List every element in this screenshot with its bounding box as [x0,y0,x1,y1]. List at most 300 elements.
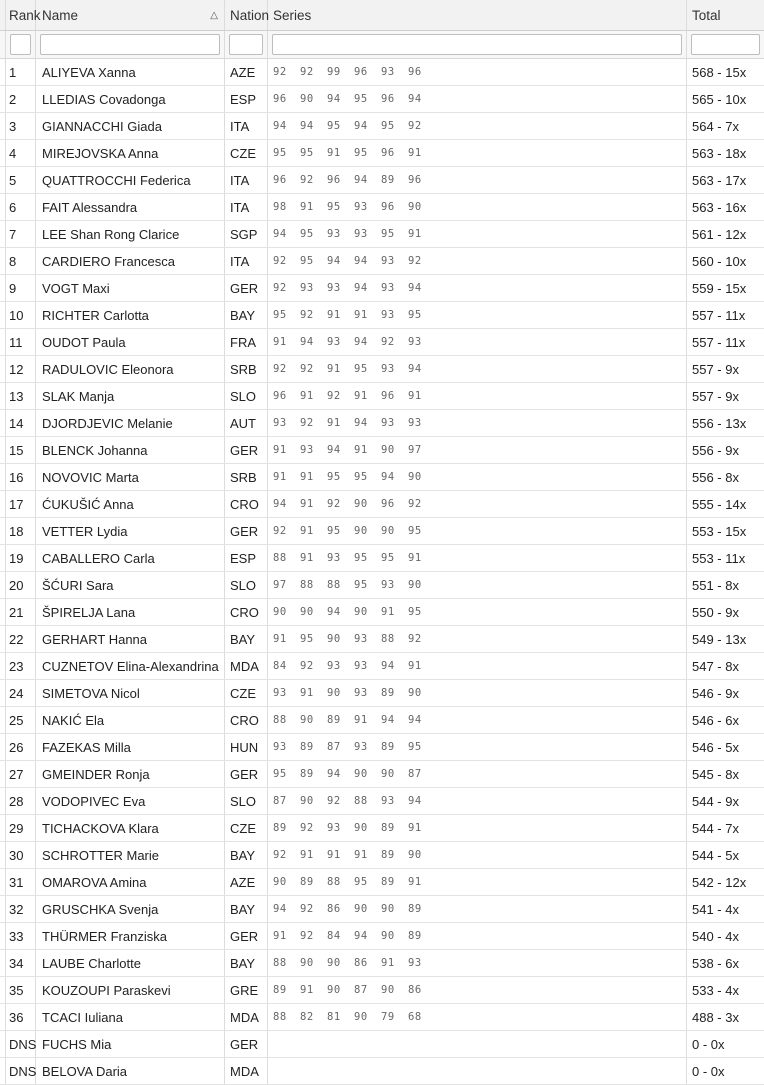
total-value: 565 - 10x [692,91,747,107]
nation-code: MDA [230,1063,259,1079]
series-cell [268,140,687,166]
name-cell [36,626,225,652]
series-value: 95 [327,120,341,132]
rank-cell [6,383,36,409]
series-value: 95 [408,741,422,753]
nation-cell [225,329,268,355]
filter-series-input[interactable] [272,34,682,55]
table-row[interactable] [0,599,764,626]
series-value: 90 [300,957,314,969]
nation-code: ITA [230,172,250,188]
nation-code: GER [230,442,259,458]
total-value: 544 - 5x [692,847,739,863]
rank-cell [6,842,36,868]
series-cell [268,977,687,1003]
nation-code: GRE [230,982,259,998]
athlete-name: LAUBE Charlotte [42,955,141,971]
nation-code: BAY [230,901,256,917]
series-value: 92 [273,363,287,375]
athlete-name: ŠPIRELJA Lana [42,604,136,620]
rank-value: 30 [9,847,24,863]
table-row[interactable] [0,1004,764,1031]
rank-value: 17 [9,496,24,512]
series-value: 91 [381,606,395,618]
rank-value: 23 [9,658,24,674]
rank-cell [6,491,36,517]
name-cell [36,572,225,598]
series-value: 91 [273,633,287,645]
series-value: 94 [273,120,287,132]
total-cell [687,788,764,814]
series-value: 88 [273,1011,287,1023]
table-row[interactable] [0,950,764,977]
series-cell [268,59,687,85]
rank-cell [6,653,36,679]
series-value: 96 [381,390,395,402]
series-value: 88 [273,714,287,726]
series-cell [268,572,687,598]
athlete-name: TCACI Iuliana [42,1009,123,1025]
series-value: 89 [273,984,287,996]
filter-rank-cell [6,31,36,58]
series-value: 88 [327,579,341,591]
series-value: 90 [300,606,314,618]
name-cell [36,113,225,139]
series-value: 90 [327,687,341,699]
series-value: 95 [408,606,422,618]
total-value: 559 - 15x [692,280,747,296]
series-value: 93 [381,66,395,78]
table-row[interactable] [0,572,764,599]
series-value: 90 [354,1011,368,1023]
name-cell [36,977,225,1003]
series-value: 87 [354,984,368,996]
series-value: 92 [273,849,287,861]
rank-cell [6,1004,36,1030]
nation-code: BAY [230,847,256,863]
nation-code: ESP [230,550,257,566]
nation-code: SGP [230,226,258,242]
nation-code: MDA [230,1009,259,1025]
athlete-name: NAKIĆ Ela [42,712,105,728]
series-value: 92 [300,930,314,942]
rank-cell [6,950,36,976]
nation-cell [225,383,268,409]
table-row[interactable] [0,86,764,113]
athlete-name: CABALLERO Carla [42,550,155,566]
nation-cell [225,869,268,895]
name-cell [36,383,225,409]
series-value: 94 [354,417,368,429]
series-cell [268,410,687,436]
table-row[interactable] [0,761,764,788]
athlete-name: TICHACKOVA Klara [42,820,159,836]
series-value: 95 [273,768,287,780]
total-value: 557 - 9x [692,388,739,404]
series-value: 93 [381,417,395,429]
table-row[interactable] [0,410,764,437]
series-value: 88 [381,633,395,645]
series-value: 91 [408,552,422,564]
nation-code: BAY [230,955,256,971]
nation-code: GER [230,928,259,944]
series-value: 89 [381,687,395,699]
filter-total-input[interactable] [691,34,760,55]
series-value: 93 [327,282,341,294]
triangle-up-icon[interactable]: △ [210,9,218,21]
series-value: 93 [354,201,368,213]
total-value: 563 - 18x [692,145,747,161]
series-value: 91 [408,876,422,888]
header-rank[interactable] [6,0,41,30]
athlete-name: LEE Shan Rong Clarice [42,226,180,242]
series-value: 93 [354,741,368,753]
athlete-name: VODOPIVEC Eva [42,793,146,809]
table-row[interactable] [0,113,764,140]
series-value: 94 [327,606,341,618]
table-row[interactable] [0,977,764,1004]
nation-cell [225,1031,268,1057]
athlete-name: GMEINDER Ronja [42,766,150,782]
table-row[interactable] [0,734,764,761]
table-row[interactable] [0,464,764,491]
series-value: 94 [354,282,368,294]
series-value: 92 [408,633,422,645]
total-cell [687,734,764,760]
series-cell [268,221,687,247]
total-cell [687,329,764,355]
header-row [0,0,764,31]
series-value: 88 [273,957,287,969]
rank-cell [6,572,36,598]
total-cell [687,680,764,706]
series-value: 95 [354,579,368,591]
header-series[interactable] [268,0,687,30]
athlete-name: ĆUKUŠIĆ Anna [42,496,134,512]
filter-rank-input[interactable] [10,34,31,55]
series-value: 94 [327,93,341,105]
nation-cell [225,275,268,301]
rank-cell [6,275,36,301]
series-value: 84 [327,930,341,942]
nation-cell [225,491,268,517]
rank-value: 31 [9,874,24,890]
nation-cell [225,356,268,382]
table-row[interactable] [0,1058,764,1085]
series-value: 92 [327,498,341,510]
total-value: 557 - 9x [692,361,739,377]
series-value: 90 [300,93,314,105]
series-value: 92 [273,66,287,78]
table-row[interactable] [0,275,764,302]
rank-value: 25 [9,712,24,728]
name-cell [36,599,225,625]
total-cell [687,437,764,463]
series-value: 90 [354,525,368,537]
series-value: 90 [273,876,287,888]
series-cell [268,815,687,841]
athlete-name: CUZNETOV Elina-Alexandrina [42,658,219,674]
nation-code: SLO [230,388,257,404]
rank-cell [6,680,36,706]
rank-value: 9 [9,280,17,296]
table-row[interactable] [0,626,764,653]
series-value: 93 [381,255,395,267]
table-row[interactable] [0,302,764,329]
table-row[interactable] [0,140,764,167]
table-row[interactable] [0,680,764,707]
total-cell [687,356,764,382]
nation-cell [225,464,268,490]
total-cell [687,545,764,571]
series-cell [268,788,687,814]
series-value: 96 [381,147,395,159]
series-value: 93 [408,957,422,969]
series-value: 91 [300,471,314,483]
rank-value: 4 [9,145,17,161]
series-cell [268,86,687,112]
series-cell [268,1004,687,1030]
rank-value: 29 [9,820,24,836]
total-cell [687,923,764,949]
athlete-name: ALIYEVA Xanna [42,64,136,80]
series-value: 89 [327,714,341,726]
series-value: 93 [327,552,341,564]
rank-cell [6,59,36,85]
athlete-name: QUATTROCCHI Federica [42,172,191,188]
table-row[interactable] [0,383,764,410]
series-value: 90 [354,903,368,915]
series-value: 99 [327,66,341,78]
total-value: 538 - 6x [692,955,739,971]
nation-cell [225,410,268,436]
series-value: 90 [381,903,395,915]
nation-cell [225,221,268,247]
filter-total-cell [687,31,764,58]
name-cell [36,1004,225,1030]
name-cell [36,842,225,868]
header-nation-label: Nation [230,7,270,23]
athlete-name: KOUZOUPI Paraskevi [42,982,171,998]
series-value: 94 [327,255,341,267]
series-value: 91 [408,822,422,834]
rank-value: 16 [9,469,24,485]
series-value: 88 [273,552,287,564]
rank-cell [6,707,36,733]
total-cell [687,410,764,436]
total-cell [687,1058,764,1084]
nation-code: BAY [230,307,256,323]
rank-value: 34 [9,955,24,971]
table-row[interactable] [0,923,764,950]
series-value: 88 [300,579,314,591]
total-value: 556 - 9x [692,442,739,458]
table-row[interactable] [0,59,764,86]
nation-cell [225,599,268,625]
series-value: 91 [327,849,341,861]
table-row[interactable] [0,869,764,896]
series-value: 91 [327,147,341,159]
rank-value: 27 [9,766,24,782]
series-value: 90 [273,606,287,618]
nation-code: ITA [230,253,250,269]
table-row[interactable] [0,491,764,518]
series-value: 95 [381,552,395,564]
series-value: 90 [408,687,422,699]
series-value: 94 [354,336,368,348]
rank-value: 20 [9,577,24,593]
series-value: 87 [408,768,422,780]
rank-cell [6,1058,36,1084]
series-value: 92 [381,336,395,348]
name-cell [36,734,225,760]
series-value: 90 [327,633,341,645]
nation-cell [225,545,268,571]
series-value: 96 [381,93,395,105]
series-value: 89 [300,768,314,780]
rank-value: 8 [9,253,17,269]
total-cell [687,1004,764,1030]
series-value: 93 [273,741,287,753]
series-value: 95 [354,876,368,888]
series-value: 92 [273,255,287,267]
series-value: 92 [300,417,314,429]
series-value: 87 [327,741,341,753]
rank-value: 28 [9,793,24,809]
table-row[interactable] [0,167,764,194]
series-value: 91 [300,525,314,537]
name-cell [36,275,225,301]
rank-cell [6,194,36,220]
series-cell [268,545,687,571]
table-row[interactable] [0,707,764,734]
nation-code: FRA [230,334,256,350]
header-name[interactable] [36,0,225,30]
table-row[interactable] [0,194,764,221]
series-value: 89 [381,174,395,186]
rank-cell [6,923,36,949]
nation-cell [225,950,268,976]
name-cell [36,59,225,85]
series-value: 91 [408,660,422,672]
header-nation[interactable] [225,0,268,30]
filter-row [0,31,764,59]
name-cell [36,1031,225,1057]
series-value: 94 [273,228,287,240]
total-value: 488 - 3x [692,1009,739,1025]
table-row[interactable] [0,1031,764,1058]
rank-cell [6,410,36,436]
rank-value: 36 [9,1009,24,1025]
series-value: 96 [327,174,341,186]
series-value: 90 [354,768,368,780]
series-value: 92 [300,363,314,375]
total-cell [687,221,764,247]
rank-value: 14 [9,415,24,431]
nation-code: ITA [230,118,250,134]
name-cell [36,329,225,355]
athlete-name: NOVOVIC Marta [42,469,139,485]
table-row[interactable] [0,329,764,356]
nation-cell [225,896,268,922]
series-value: 91 [408,228,422,240]
filter-nation-input[interactable] [229,34,263,55]
series-value: 92 [327,795,341,807]
athlete-name: FUCHS Mia [42,1036,112,1052]
table-row[interactable] [0,842,764,869]
table-row[interactable] [0,653,764,680]
rank-value: 11 [9,334,23,350]
series-value: 93 [327,228,341,240]
athlete-name: SCHROTTER Marie [42,847,160,863]
series-value: 90 [381,768,395,780]
series-value: 91 [300,849,314,861]
series-value: 97 [408,444,422,456]
total-cell [687,653,764,679]
series-cell [268,626,687,652]
series-value: 96 [408,174,422,186]
series-value: 68 [408,1011,422,1023]
series-value: 90 [381,525,395,537]
table-row[interactable] [0,815,764,842]
table-row[interactable] [0,788,764,815]
series-value: 91 [300,687,314,699]
series-value: 90 [408,849,422,861]
rank-cell [6,734,36,760]
rank-value: 1 [9,64,17,80]
nation-cell [225,923,268,949]
filter-name-input[interactable] [40,34,220,55]
series-value: 90 [381,930,395,942]
series-value: 89 [381,849,395,861]
table-row[interactable] [0,437,764,464]
series-value: 92 [273,282,287,294]
table-row[interactable] [0,221,764,248]
table-row[interactable] [0,518,764,545]
series-cell [268,896,687,922]
series-value: 94 [327,768,341,780]
name-cell [36,518,225,544]
athlete-name: SLAK Manja [42,388,115,404]
total-value: 546 - 5x [692,739,739,755]
total-value: 549 - 13x [692,631,747,647]
total-value: 555 - 14x [692,496,747,512]
header-name-label: Name [42,7,79,23]
series-value: 89 [408,903,422,915]
total-value: 540 - 4x [692,928,739,944]
rank-cell [6,815,36,841]
series-value: 93 [381,363,395,375]
series-value: 94 [273,498,287,510]
table-row[interactable] [0,356,764,383]
name-cell [36,545,225,571]
name-cell [36,1058,225,1084]
series-value: 94 [300,336,314,348]
rank-cell [6,869,36,895]
table-row[interactable] [0,248,764,275]
series-value: 93 [408,417,422,429]
series-value: 90 [354,822,368,834]
filter-name-cell [36,31,225,58]
table-row[interactable] [0,896,764,923]
series-value: 92 [300,309,314,321]
series-value: 96 [381,498,395,510]
table-row[interactable] [0,545,764,572]
header-total[interactable] [687,0,764,30]
rank-value: DNS [9,1063,37,1079]
series-cell [268,356,687,382]
nation-cell [225,761,268,787]
